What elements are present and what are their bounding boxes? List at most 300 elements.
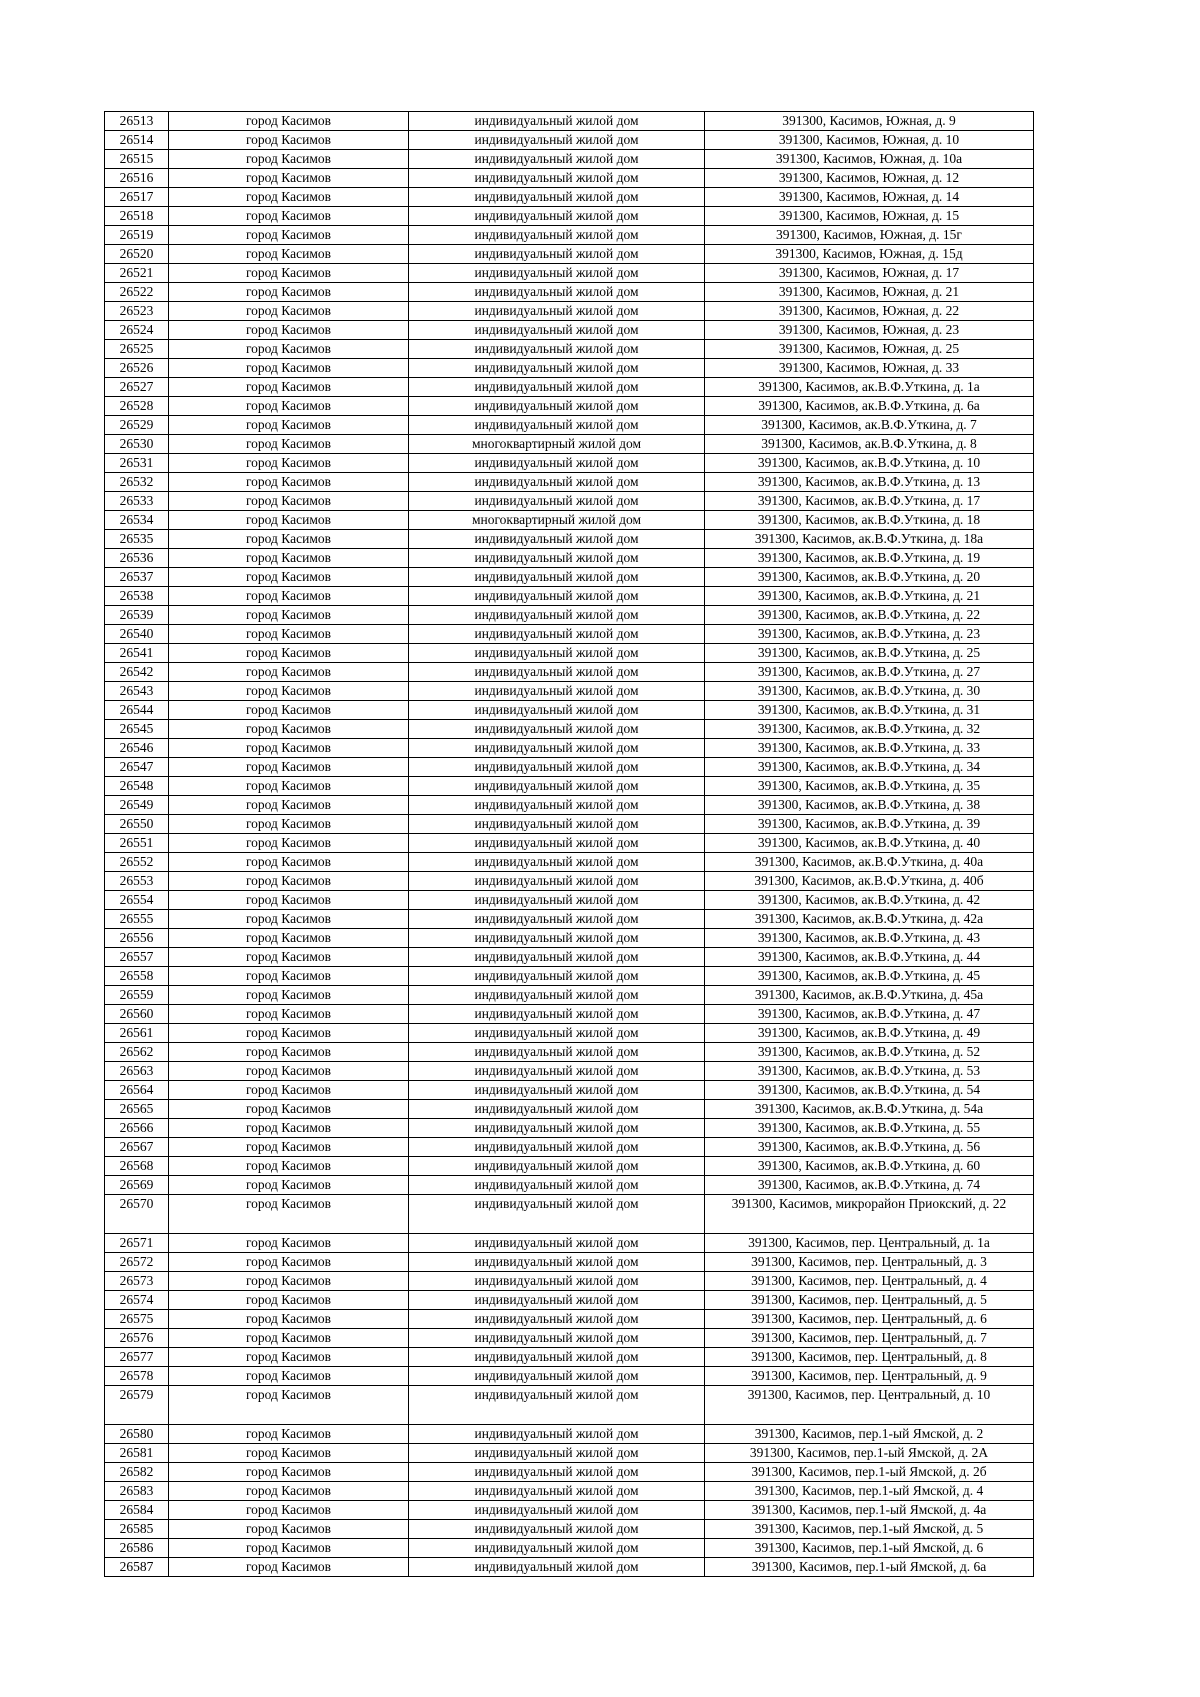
locality-cell: город Касимов bbox=[169, 1081, 409, 1100]
locality-cell: город Касимов bbox=[169, 492, 409, 511]
building-type-cell: индивидуальный жилой дом bbox=[409, 1291, 705, 1310]
row-number-cell: 26539 bbox=[105, 606, 169, 625]
address-cell: 391300, Касимов, ак.В.Ф.Уткина, д. 18 bbox=[705, 511, 1034, 530]
locality-cell: город Касимов bbox=[169, 416, 409, 435]
address-cell: 391300, Касимов, пер. Центральный, д. 3 bbox=[705, 1253, 1034, 1272]
row-number-cell: 26565 bbox=[105, 1100, 169, 1119]
address-cell: 391300, Касимов, ак.В.Ф.Уткина, д. 32 bbox=[705, 720, 1034, 739]
locality-cell: город Касимов bbox=[169, 872, 409, 891]
table-row bbox=[105, 891, 1034, 910]
locality-cell: город Касимов bbox=[169, 739, 409, 758]
locality-cell: город Касимов bbox=[169, 397, 409, 416]
building-type-cell: индивидуальный жилой дом bbox=[409, 967, 705, 986]
address-cell: 391300, Касимов, ак.В.Ф.Уткина, д. 45а bbox=[705, 986, 1034, 1005]
building-type-cell: индивидуальный жилой дом bbox=[409, 853, 705, 872]
locality-cell: город Касимов bbox=[169, 1005, 409, 1024]
address-cell: 391300, Касимов, ак.В.Ф.Уткина, д. 35 bbox=[705, 777, 1034, 796]
address-cell: 391300, Касимов, ак.В.Ф.Уткина, д. 6а bbox=[705, 397, 1034, 416]
locality-cell: город Касимов bbox=[169, 150, 409, 169]
table-row bbox=[105, 359, 1034, 378]
address-cell: 391300, Касимов, ак.В.Ф.Уткина, д. 60 bbox=[705, 1157, 1034, 1176]
building-type-cell: индивидуальный жилой дом bbox=[409, 777, 705, 796]
building-type-cell: индивидуальный жилой дом bbox=[409, 606, 705, 625]
locality-cell: город Касимов bbox=[169, 1501, 409, 1520]
address-cell: 391300, Касимов, Южная, д. 10а bbox=[705, 150, 1034, 169]
building-type-cell: индивидуальный жилой дом bbox=[409, 359, 705, 378]
row-number-cell: 26554 bbox=[105, 891, 169, 910]
table-row bbox=[105, 226, 1034, 245]
table-row bbox=[105, 169, 1034, 188]
row-number-cell: 26564 bbox=[105, 1081, 169, 1100]
locality-cell: город Касимов bbox=[169, 891, 409, 910]
locality-cell: город Касимов bbox=[169, 1157, 409, 1176]
building-type-cell: индивидуальный жилой дом bbox=[409, 1482, 705, 1501]
building-type-cell: индивидуальный жилой дом bbox=[409, 1348, 705, 1367]
row-number-cell: 26544 bbox=[105, 701, 169, 720]
table-row bbox=[105, 188, 1034, 207]
row-number-cell: 26577 bbox=[105, 1348, 169, 1367]
address-cell: 391300, Касимов, ак.В.Ф.Уткина, д. 52 bbox=[705, 1043, 1034, 1062]
table-row bbox=[105, 1234, 1034, 1253]
row-number-cell: 26550 bbox=[105, 815, 169, 834]
building-type-cell: индивидуальный жилой дом bbox=[409, 1501, 705, 1520]
building-type-cell: индивидуальный жилой дом bbox=[409, 207, 705, 226]
table-row bbox=[105, 967, 1034, 986]
locality-cell: город Касимов bbox=[169, 1195, 409, 1234]
locality-cell: город Касимов bbox=[169, 644, 409, 663]
row-number-cell: 26520 bbox=[105, 245, 169, 264]
building-type-cell: индивидуальный жилой дом bbox=[409, 1234, 705, 1253]
address-cell: 391300, Касимов, ак.В.Ф.Уткина, д. 42а bbox=[705, 910, 1034, 929]
locality-cell: город Касимов bbox=[169, 359, 409, 378]
building-type-cell: индивидуальный жилой дом bbox=[409, 758, 705, 777]
locality-cell: город Касимов bbox=[169, 1291, 409, 1310]
table-row bbox=[105, 207, 1034, 226]
building-type-cell: индивидуальный жилой дом bbox=[409, 720, 705, 739]
row-number-cell: 26537 bbox=[105, 568, 169, 587]
locality-cell: город Касимов bbox=[169, 1367, 409, 1386]
building-type-cell: индивидуальный жилой дом bbox=[409, 1520, 705, 1539]
building-type-cell: индивидуальный жилой дом bbox=[409, 245, 705, 264]
housing-registry-table bbox=[104, 111, 1034, 1577]
address-cell: 391300, Касимов, пер.1-ый Ямской, д. 4а bbox=[705, 1501, 1034, 1520]
locality-cell: город Касимов bbox=[169, 834, 409, 853]
building-type-cell: индивидуальный жилой дом bbox=[409, 872, 705, 891]
address-cell: 391300, Касимов, Южная, д. 9 bbox=[705, 112, 1034, 131]
table-row bbox=[105, 397, 1034, 416]
row-number-cell: 26531 bbox=[105, 454, 169, 473]
row-number-cell: 26543 bbox=[105, 682, 169, 701]
building-type-cell: индивидуальный жилой дом bbox=[409, 1425, 705, 1444]
address-cell: 391300, Касимов, пер. Центральный, д. 1а bbox=[705, 1234, 1034, 1253]
address-cell: 391300, Касимов, ак.В.Ф.Уткина, д. 49 bbox=[705, 1024, 1034, 1043]
address-cell: 391300, Касимов, Южная, д. 21 bbox=[705, 283, 1034, 302]
table-row bbox=[105, 910, 1034, 929]
row-number-cell: 26515 bbox=[105, 150, 169, 169]
table-row bbox=[105, 302, 1034, 321]
locality-cell: город Касимов bbox=[169, 1329, 409, 1348]
row-number-cell: 26579 bbox=[105, 1386, 169, 1425]
table-row bbox=[105, 1558, 1034, 1577]
locality-cell: город Касимов bbox=[169, 283, 409, 302]
building-type-cell: индивидуальный жилой дом bbox=[409, 1444, 705, 1463]
locality-cell: город Касимов bbox=[169, 967, 409, 986]
row-number-cell: 26557 bbox=[105, 948, 169, 967]
row-number-cell: 26538 bbox=[105, 587, 169, 606]
locality-cell: город Касимов bbox=[169, 112, 409, 131]
address-cell: 391300, Касимов, микрорайон Приокский, д. 22 bbox=[705, 1195, 1034, 1234]
row-number-cell: 26574 bbox=[105, 1291, 169, 1310]
address-cell: 391300, Касимов, пер. Центральный, д. 5 bbox=[705, 1291, 1034, 1310]
address-cell: 391300, Касимов, ак.В.Ф.Уткина, д. 53 bbox=[705, 1062, 1034, 1081]
address-cell: 391300, Касимов, пер. Центральный, д. 10 bbox=[705, 1386, 1034, 1425]
table-row bbox=[105, 568, 1034, 587]
row-number-cell: 26524 bbox=[105, 321, 169, 340]
locality-cell: город Касимов bbox=[169, 1520, 409, 1539]
building-type-cell: многоквартирный жилой дом bbox=[409, 435, 705, 454]
address-cell: 391300, Касимов, ак.В.Ф.Уткина, д. 43 bbox=[705, 929, 1034, 948]
locality-cell: город Касимов bbox=[169, 264, 409, 283]
row-number-cell: 26562 bbox=[105, 1043, 169, 1062]
row-number-cell: 26583 bbox=[105, 1482, 169, 1501]
building-type-cell: индивидуальный жилой дом bbox=[409, 701, 705, 720]
table-row bbox=[105, 1329, 1034, 1348]
address-cell: 391300, Касимов, ак.В.Ф.Уткина, д. 8 bbox=[705, 435, 1034, 454]
row-number-cell: 26563 bbox=[105, 1062, 169, 1081]
building-type-cell: индивидуальный жилой дом bbox=[409, 929, 705, 948]
table-row bbox=[105, 739, 1034, 758]
table-row bbox=[105, 530, 1034, 549]
row-number-cell: 26559 bbox=[105, 986, 169, 1005]
locality-cell: город Касимов bbox=[169, 720, 409, 739]
row-number-cell: 26525 bbox=[105, 340, 169, 359]
building-type-cell: индивидуальный жилой дом bbox=[409, 910, 705, 929]
building-type-cell: индивидуальный жилой дом bbox=[409, 1272, 705, 1291]
table-row bbox=[105, 1386, 1034, 1425]
locality-cell: город Касимов bbox=[169, 606, 409, 625]
building-type-cell: индивидуальный жилой дом bbox=[409, 492, 705, 511]
table-row bbox=[105, 1425, 1034, 1444]
locality-cell: город Касимов bbox=[169, 1558, 409, 1577]
building-type-cell: индивидуальный жилой дом bbox=[409, 986, 705, 1005]
row-number-cell: 26518 bbox=[105, 207, 169, 226]
building-type-cell: индивидуальный жилой дом bbox=[409, 644, 705, 663]
locality-cell: город Касимов bbox=[169, 1425, 409, 1444]
building-type-cell: индивидуальный жилой дом bbox=[409, 1329, 705, 1348]
building-type-cell: индивидуальный жилой дом bbox=[409, 1081, 705, 1100]
locality-cell: город Касимов bbox=[169, 777, 409, 796]
row-number-cell: 26546 bbox=[105, 739, 169, 758]
row-number-cell: 26569 bbox=[105, 1176, 169, 1195]
address-cell: 391300, Касимов, ак.В.Ф.Уткина, д. 55 bbox=[705, 1119, 1034, 1138]
building-type-cell: индивидуальный жилой дом bbox=[409, 530, 705, 549]
building-type-cell: индивидуальный жилой дом bbox=[409, 169, 705, 188]
row-number-cell: 26547 bbox=[105, 758, 169, 777]
building-type-cell: индивидуальный жилой дом bbox=[409, 549, 705, 568]
building-type-cell: индивидуальный жилой дом bbox=[409, 663, 705, 682]
row-number-cell: 26516 bbox=[105, 169, 169, 188]
table-row bbox=[105, 644, 1034, 663]
locality-cell: город Касимов bbox=[169, 549, 409, 568]
row-number-cell: 26533 bbox=[105, 492, 169, 511]
locality-cell: город Касимов bbox=[169, 1444, 409, 1463]
table-row bbox=[105, 150, 1034, 169]
locality-cell: город Касимов bbox=[169, 1176, 409, 1195]
building-type-cell: индивидуальный жилой дом bbox=[409, 625, 705, 644]
locality-cell: город Касимов bbox=[169, 1310, 409, 1329]
address-cell: 391300, Касимов, Южная, д. 22 bbox=[705, 302, 1034, 321]
building-type-cell: индивидуальный жилой дом bbox=[409, 283, 705, 302]
table-row bbox=[105, 701, 1034, 720]
building-type-cell: индивидуальный жилой дом bbox=[409, 416, 705, 435]
address-cell: 391300, Касимов, ак.В.Ф.Уткина, д. 27 bbox=[705, 663, 1034, 682]
table-row bbox=[105, 929, 1034, 948]
address-cell: 391300, Касимов, пер.1-ый Ямской, д. 4 bbox=[705, 1482, 1034, 1501]
address-cell: 391300, Касимов, ак.В.Ф.Уткина, д. 1а bbox=[705, 378, 1034, 397]
row-number-cell: 26519 bbox=[105, 226, 169, 245]
table-row bbox=[105, 549, 1034, 568]
table-row bbox=[105, 1348, 1034, 1367]
table-row bbox=[105, 1444, 1034, 1463]
row-number-cell: 26556 bbox=[105, 929, 169, 948]
locality-cell: город Касимов bbox=[169, 1482, 409, 1501]
address-cell: 391300, Касимов, Южная, д. 12 bbox=[705, 169, 1034, 188]
locality-cell: город Касимов bbox=[169, 1272, 409, 1291]
locality-cell: город Касимов bbox=[169, 1463, 409, 1482]
table-body bbox=[105, 112, 1034, 1577]
locality-cell: город Касимов bbox=[169, 1062, 409, 1081]
building-type-cell: индивидуальный жилой дом bbox=[409, 1310, 705, 1329]
address-cell: 391300, Касимов, ак.В.Ф.Уткина, д. 21 bbox=[705, 587, 1034, 606]
building-type-cell: индивидуальный жилой дом bbox=[409, 302, 705, 321]
address-cell: 391300, Касимов, ак.В.Ф.Уткина, д. 19 bbox=[705, 549, 1034, 568]
building-type-cell: индивидуальный жилой дом bbox=[409, 1558, 705, 1577]
locality-cell: город Касимов bbox=[169, 245, 409, 264]
row-number-cell: 26513 bbox=[105, 112, 169, 131]
table-row bbox=[105, 492, 1034, 511]
address-cell: 391300, Касимов, Южная, д. 23 bbox=[705, 321, 1034, 340]
address-cell: 391300, Касимов, Южная, д. 15г bbox=[705, 226, 1034, 245]
table-row bbox=[105, 1100, 1034, 1119]
address-cell: 391300, Касимов, ак.В.Ф.Уткина, д. 7 bbox=[705, 416, 1034, 435]
row-number-cell: 26555 bbox=[105, 910, 169, 929]
address-cell: 391300, Касимов, пер. Центральный, д. 7 bbox=[705, 1329, 1034, 1348]
row-number-cell: 26585 bbox=[105, 1520, 169, 1539]
building-type-cell: индивидуальный жилой дом bbox=[409, 473, 705, 492]
row-number-cell: 26514 bbox=[105, 131, 169, 150]
address-cell: 391300, Касимов, ак.В.Ф.Уткина, д. 30 bbox=[705, 682, 1034, 701]
table-row bbox=[105, 245, 1034, 264]
table-row bbox=[105, 1463, 1034, 1482]
row-number-cell: 26545 bbox=[105, 720, 169, 739]
table-row bbox=[105, 340, 1034, 359]
locality-cell: город Касимов bbox=[169, 815, 409, 834]
address-cell: 391300, Касимов, пер. Центральный, д. 6 bbox=[705, 1310, 1034, 1329]
row-number-cell: 26568 bbox=[105, 1157, 169, 1176]
locality-cell: город Касимов bbox=[169, 1253, 409, 1272]
locality-cell: город Касимов bbox=[169, 1539, 409, 1558]
address-cell: 391300, Касимов, ак.В.Ф.Уткина, д. 54 bbox=[705, 1081, 1034, 1100]
table-row bbox=[105, 872, 1034, 891]
building-type-cell: индивидуальный жилой дом bbox=[409, 796, 705, 815]
address-cell: 391300, Касимов, Южная, д. 33 bbox=[705, 359, 1034, 378]
locality-cell: город Касимов bbox=[169, 435, 409, 454]
row-number-cell: 26522 bbox=[105, 283, 169, 302]
table-row bbox=[105, 454, 1034, 473]
table-row bbox=[105, 1367, 1034, 1386]
building-type-cell: индивидуальный жилой дом bbox=[409, 378, 705, 397]
address-cell: 391300, Касимов, ак.В.Ф.Уткина, д. 13 bbox=[705, 473, 1034, 492]
row-number-cell: 26561 bbox=[105, 1024, 169, 1043]
building-type-cell: индивидуальный жилой дом bbox=[409, 1253, 705, 1272]
table-row bbox=[105, 1195, 1034, 1234]
address-cell: 391300, Касимов, ак.В.Ф.Уткина, д. 33 bbox=[705, 739, 1034, 758]
address-cell: 391300, Касимов, ак.В.Ф.Уткина, д. 74 bbox=[705, 1176, 1034, 1195]
locality-cell: город Касимов bbox=[169, 929, 409, 948]
locality-cell: город Касимов bbox=[169, 1024, 409, 1043]
address-cell: 391300, Касимов, пер. Центральный, д. 8 bbox=[705, 1348, 1034, 1367]
table-row bbox=[105, 682, 1034, 701]
locality-cell: город Касимов bbox=[169, 340, 409, 359]
row-number-cell: 26575 bbox=[105, 1310, 169, 1329]
table-row bbox=[105, 1501, 1034, 1520]
building-type-cell: индивидуальный жилой дом bbox=[409, 1367, 705, 1386]
locality-cell: город Касимов bbox=[169, 701, 409, 720]
building-type-cell: индивидуальный жилой дом bbox=[409, 1157, 705, 1176]
building-type-cell: индивидуальный жилой дом bbox=[409, 739, 705, 758]
table-row bbox=[105, 625, 1034, 644]
locality-cell: город Касимов bbox=[169, 1100, 409, 1119]
address-cell: 391300, Касимов, пер. Центральный, д. 4 bbox=[705, 1272, 1034, 1291]
row-number-cell: 26521 bbox=[105, 264, 169, 283]
row-number-cell: 26548 bbox=[105, 777, 169, 796]
building-type-cell: индивидуальный жилой дом bbox=[409, 1024, 705, 1043]
locality-cell: город Касимов bbox=[169, 1043, 409, 1062]
table-row bbox=[105, 1310, 1034, 1329]
locality-cell: город Касимов bbox=[169, 853, 409, 872]
address-cell: 391300, Касимов, ак.В.Ф.Уткина, д. 44 bbox=[705, 948, 1034, 967]
table-row bbox=[105, 1520, 1034, 1539]
locality-cell: город Касимов bbox=[169, 454, 409, 473]
locality-cell: город Касимов bbox=[169, 587, 409, 606]
address-cell: 391300, Касимов, ак.В.Ф.Уткина, д. 23 bbox=[705, 625, 1034, 644]
row-number-cell: 26560 bbox=[105, 1005, 169, 1024]
row-number-cell: 26527 bbox=[105, 378, 169, 397]
table-row bbox=[105, 758, 1034, 777]
locality-cell: город Касимов bbox=[169, 1234, 409, 1253]
row-number-cell: 26587 bbox=[105, 1558, 169, 1577]
building-type-cell: индивидуальный жилой дом bbox=[409, 587, 705, 606]
table-row bbox=[105, 112, 1034, 131]
table-row bbox=[105, 131, 1034, 150]
row-number-cell: 26582 bbox=[105, 1463, 169, 1482]
building-type-cell: индивидуальный жилой дом bbox=[409, 891, 705, 910]
table-row bbox=[105, 777, 1034, 796]
locality-cell: город Касимов bbox=[169, 948, 409, 967]
building-type-cell: индивидуальный жилой дом bbox=[409, 1005, 705, 1024]
building-type-cell: индивидуальный жилой дом bbox=[409, 454, 705, 473]
locality-cell: город Касимов bbox=[169, 663, 409, 682]
building-type-cell: индивидуальный жилой дом bbox=[409, 112, 705, 131]
locality-cell: город Касимов bbox=[169, 321, 409, 340]
row-number-cell: 26528 bbox=[105, 397, 169, 416]
locality-cell: город Касимов bbox=[169, 796, 409, 815]
row-number-cell: 26570 bbox=[105, 1195, 169, 1234]
table-row bbox=[105, 1081, 1034, 1100]
table-row bbox=[105, 815, 1034, 834]
address-cell: 391300, Касимов, ак.В.Ф.Уткина, д. 10 bbox=[705, 454, 1034, 473]
locality-cell: город Касимов bbox=[169, 625, 409, 644]
row-number-cell: 26571 bbox=[105, 1234, 169, 1253]
locality-cell: город Касимов bbox=[169, 682, 409, 701]
address-cell: 391300, Касимов, пер.1-ый Ямской, д. 2 bbox=[705, 1425, 1034, 1444]
row-number-cell: 26526 bbox=[105, 359, 169, 378]
address-cell: 391300, Касимов, ак.В.Ф.Уткина, д. 40а bbox=[705, 853, 1034, 872]
table-row bbox=[105, 1291, 1034, 1310]
row-number-cell: 26540 bbox=[105, 625, 169, 644]
building-type-cell: индивидуальный жилой дом bbox=[409, 1176, 705, 1195]
table-row bbox=[105, 1253, 1034, 1272]
table-row bbox=[105, 1157, 1034, 1176]
address-cell: 391300, Касимов, ак.В.Ф.Уткина, д. 40 bbox=[705, 834, 1034, 853]
locality-cell: город Касимов bbox=[169, 207, 409, 226]
address-cell: 391300, Касимов, ак.В.Ф.Уткина, д. 40б bbox=[705, 872, 1034, 891]
table-row bbox=[105, 948, 1034, 967]
row-number-cell: 26572 bbox=[105, 1253, 169, 1272]
address-cell: 391300, Касимов, пер.1-ый Ямской, д. 6а bbox=[705, 1558, 1034, 1577]
address-cell: 391300, Касимов, ак.В.Ф.Уткина, д. 34 bbox=[705, 758, 1034, 777]
table-row bbox=[105, 283, 1034, 302]
table-row bbox=[105, 587, 1034, 606]
building-type-cell: индивидуальный жилой дом bbox=[409, 834, 705, 853]
row-number-cell: 26542 bbox=[105, 663, 169, 682]
row-number-cell: 26558 bbox=[105, 967, 169, 986]
table-row bbox=[105, 321, 1034, 340]
row-number-cell: 26549 bbox=[105, 796, 169, 815]
locality-cell: город Касимов bbox=[169, 568, 409, 587]
table-row bbox=[105, 1272, 1034, 1291]
address-cell: 391300, Касимов, ак.В.Ф.Уткина, д. 25 bbox=[705, 644, 1034, 663]
address-cell: 391300, Касимов, ак.В.Ф.Уткина, д. 39 bbox=[705, 815, 1034, 834]
address-cell: 391300, Касимов, ак.В.Ф.Уткина, д. 20 bbox=[705, 568, 1034, 587]
address-cell: 391300, Касимов, ак.В.Ф.Уткина, д. 45 bbox=[705, 967, 1034, 986]
table-row bbox=[105, 1539, 1034, 1558]
address-cell: 391300, Касимов, Южная, д. 15д bbox=[705, 245, 1034, 264]
row-number-cell: 26576 bbox=[105, 1329, 169, 1348]
address-cell: 391300, Касимов, Южная, д. 14 bbox=[705, 188, 1034, 207]
row-number-cell: 26532 bbox=[105, 473, 169, 492]
row-number-cell: 26534 bbox=[105, 511, 169, 530]
table-row bbox=[105, 1005, 1034, 1024]
building-type-cell: индивидуальный жилой дом bbox=[409, 150, 705, 169]
row-number-cell: 26535 bbox=[105, 530, 169, 549]
address-cell: 391300, Касимов, пер.1-ый Ямской, д. 2А bbox=[705, 1444, 1034, 1463]
address-cell: 391300, Касимов, ак.В.Ф.Уткина, д. 56 bbox=[705, 1138, 1034, 1157]
locality-cell: город Касимов bbox=[169, 758, 409, 777]
building-type-cell: индивидуальный жилой дом bbox=[409, 1195, 705, 1234]
building-type-cell: индивидуальный жилой дом bbox=[409, 568, 705, 587]
row-number-cell: 26578 bbox=[105, 1367, 169, 1386]
locality-cell: город Касимов bbox=[169, 188, 409, 207]
row-number-cell: 26551 bbox=[105, 834, 169, 853]
locality-cell: город Касимов bbox=[169, 226, 409, 245]
locality-cell: город Касимов bbox=[169, 1119, 409, 1138]
building-type-cell: индивидуальный жилой дом bbox=[409, 188, 705, 207]
row-number-cell: 26553 bbox=[105, 872, 169, 891]
building-type-cell: индивидуальный жилой дом bbox=[409, 1119, 705, 1138]
table-row bbox=[105, 1043, 1034, 1062]
building-type-cell: индивидуальный жилой дом bbox=[409, 321, 705, 340]
